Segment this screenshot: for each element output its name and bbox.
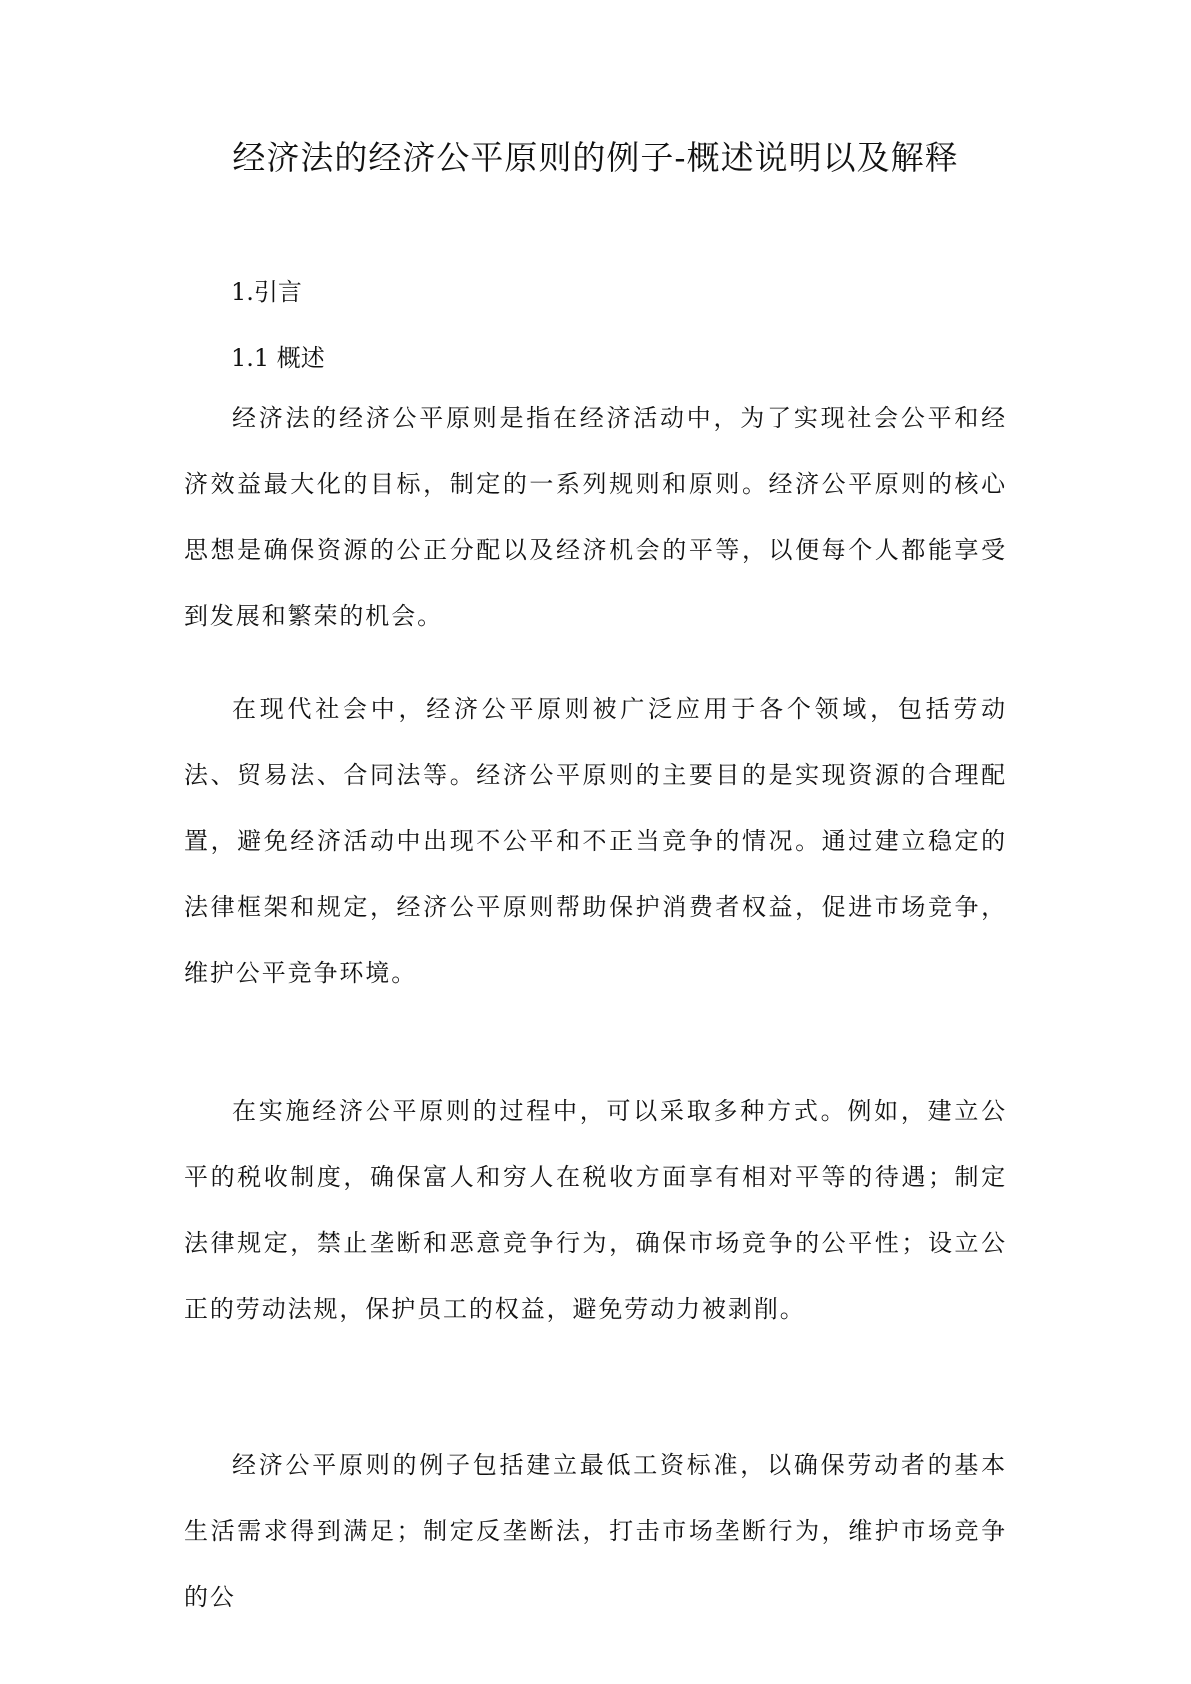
paragraph: 在现代社会中，经济公平原则被广泛应用于各个领域，包括劳动法、贸易法、合同法等。经济公平原则的主要目的是实现资源的合理配置，避免经济活动中出现不公平和不正当竞争的情况。通过建立稳定的法律框架和规定，经济公平原则帮助保护消费者权益，促进市场竞争，维护公平竞争环境。 [184,695,1007,987]
section-heading-intro: 1.引言 [231,278,302,306]
paragraph: 经济公平原则的例子包括建立最低工资标准，以确保劳动者的基本生活需求得到满足；制定反垄断法，打击市场垄断行为，维护市场竞争的公 [184,1451,1007,1611]
paragraph: 在实施经济公平原则的过程中，可以采取多种方式。例如，建立公平的税收制度，确保富人和穷人在税收方面享有相对平等的待遇；制定法律规定，禁止垄断和恶意竞争行为，确保市场竞争的公平性；设立公正的劳动法规，保护员工的权益，避免劳动力被剥削。 [184,1097,1007,1323]
paragraph: 经济法的经济公平原则是指在经济活动中，为了实现社会公平和经济效益最大化的目标，制定的一系列规则和原则。经济公平原则的核心思想是确保资源的公正分配以及经济机会的平等，以便每个人都能享受到发展和繁荣的机会。 [184,404,1007,630]
document-title: 经济法的经济公平原则的例子-概述说明以及解释 [232,138,959,177]
section-heading-overview: 1.1 概述 [231,344,325,372]
